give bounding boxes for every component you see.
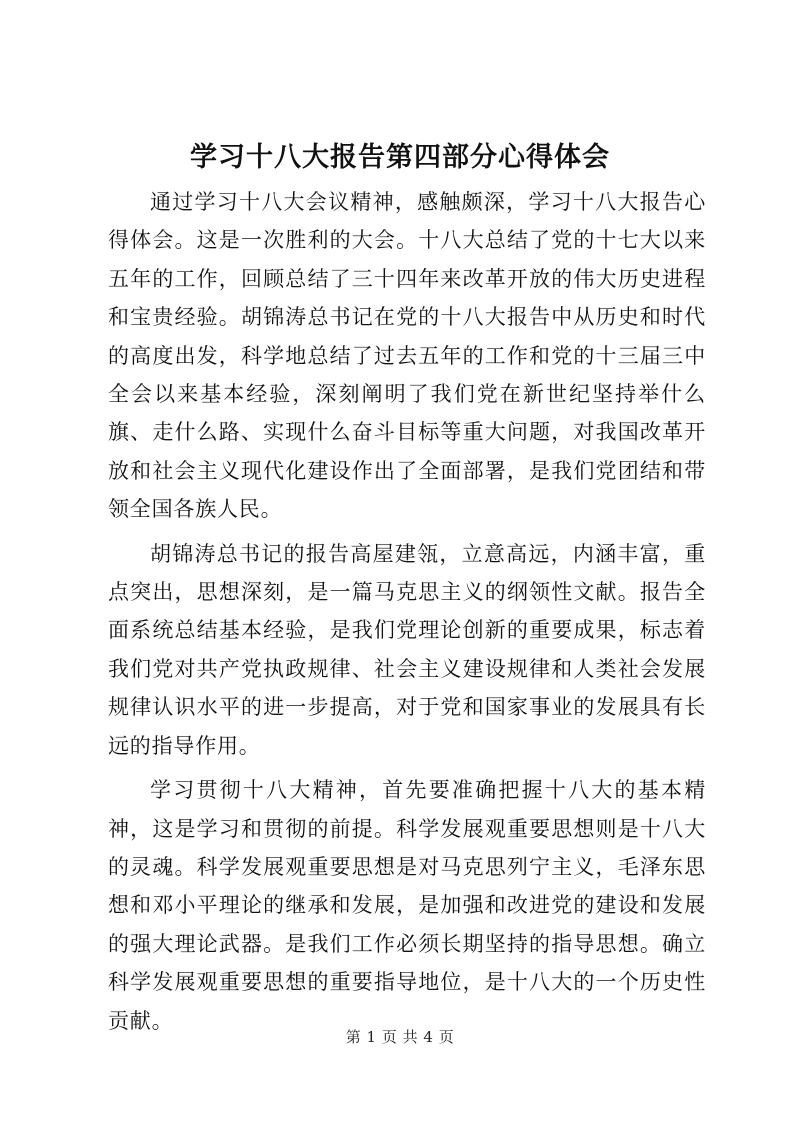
document-body [108,183,706,1040]
paragraph-2: 胡锦涛总书记的报告高屋建瓴，立意高远，内涵丰富，重点突出，思想深刻，是一篇马克思主义的纲领性文献。报告全面系统总结基本经验，是我们党理论创新的重要成果，标志着我们党对共产党执政规律、社会主义建设规律和人类社会发展规律认识水平的进一步提高，对于党和国家事业的发展具有长远的指导作用。 [108,541,706,758]
paragraph-1: 通过学习十八大会议精神，感触颇深，学习十八大报告心得体会。这是一次胜利的大会。十八大总结了党的十七大以来五年的工作，回顾总结了三十四年来改革开放的伟大历史进程和宝贵经验。胡锦涛总书记在党的十八大报告中从历史和时代的高度出发，科学地总结了过去五年的工作和党的十三届三中全会以来基本经验，深刻阐明了我们党在新世纪坚持举什么旗、走什么路、实现什么奋斗目标等重大问题，对我国改革开放和社会主义现代化建设作出了全面部署，是我们党团结和带领全国各族人民。 [108,190,706,522]
page-number-footer: 第 1 页 共 4 页 [345,1028,455,1046]
paragraph-3: 学习贯彻十八大精神，首先要准确把握十八大的基本精神，这是学习和贯彻的前提。科学发展观重要思想则是十八大的灵魂。科学发展观重要思想是对马克思列宁主义，毛泽东思想和邓小平理论的继承和发展，是加强和改进党的建设和发展的强大理论武器。是我们工作必须长期坚持的指导思想。确立科学发展观重要思想的重要指导地位，是十八大的一个历史性贡献。 [108,778,706,1033]
document-title: 学习十八大报告第四部分心得体会 [190,142,610,173]
